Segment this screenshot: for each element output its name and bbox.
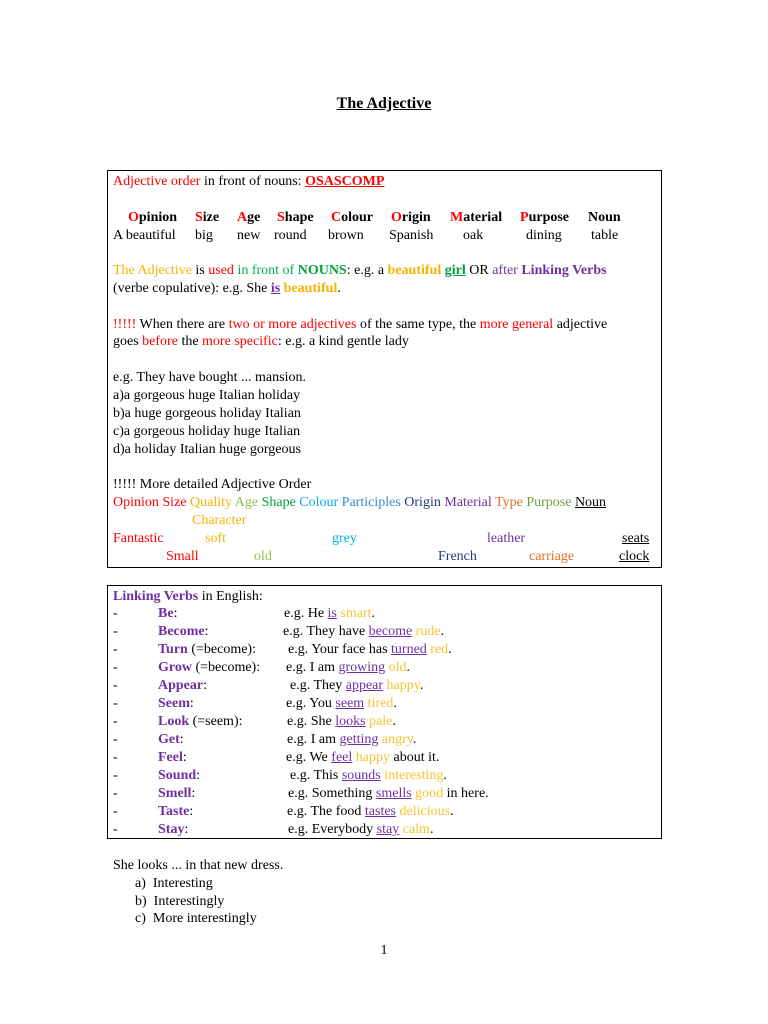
order-example-size: big bbox=[195, 228, 213, 243]
list-bullet: - bbox=[113, 660, 118, 675]
detailed-ex-leather: leather bbox=[487, 531, 526, 546]
detailed-ex-fantastic: Fantastic bbox=[113, 531, 164, 546]
linking-verb: Feel: bbox=[158, 750, 187, 765]
order-example-colour: brown bbox=[328, 228, 364, 243]
linking-verb: Get: bbox=[158, 732, 184, 747]
order-header-age: Age bbox=[237, 210, 261, 225]
linking-verb: Taste: bbox=[158, 804, 194, 819]
linking-verb-example: e.g. Everybody stay calm. bbox=[288, 822, 434, 837]
usage-line-1: The Adjective is used in front of NOUNS: e.g. a beautiful girl OR after Linking Verbs bbox=[113, 263, 607, 278]
linking-verb-example: e.g. The food tastes delicious. bbox=[287, 804, 454, 819]
exercise-option: a)a gorgeous huge Italian holiday bbox=[113, 388, 301, 403]
detailed-ex-french: French bbox=[438, 549, 477, 564]
order-header-noun: Noun bbox=[588, 210, 621, 225]
detailed-ex-carriage: carriage bbox=[529, 549, 575, 564]
linking-verbs-heading: Linking Verbs in English: bbox=[113, 589, 263, 604]
exercise-question: e.g. They have bought ... mansion. bbox=[113, 370, 306, 385]
linking-verb: Appear: bbox=[158, 678, 208, 693]
linking-verb: Be: bbox=[158, 606, 178, 621]
order-header-origin: Origin bbox=[391, 210, 431, 225]
linking-verb-example: e.g. Your face has turned red. bbox=[288, 642, 452, 657]
order-header-purpose: Purpose bbox=[520, 210, 570, 225]
order-header-size: Size bbox=[195, 210, 220, 225]
linking-verb-example: e.g. Something smells good in here. bbox=[288, 786, 489, 801]
exercise-option: b)a huge gorgeous holiday Italian bbox=[113, 406, 301, 421]
order-example-age: new bbox=[237, 228, 261, 243]
linking-verb: Look (=seem): bbox=[158, 714, 243, 729]
page-number: 1 bbox=[380, 943, 388, 958]
intro-line: Adjective order in front of nouns: OSASCOMP bbox=[113, 174, 385, 189]
linking-verb-example: e.g. You seem tired. bbox=[286, 696, 397, 711]
linking-verb: Become: bbox=[158, 624, 209, 639]
order-example-noun: table bbox=[591, 228, 619, 243]
list-bullet: - bbox=[113, 804, 118, 819]
exercise-option: d)a holiday Italian huge gorgeous bbox=[113, 442, 301, 457]
detailed-ex-clock: clock bbox=[619, 549, 650, 564]
usage-line-2: (verbe copulative): e.g. She is beautiful. bbox=[113, 281, 341, 296]
detailed-ex-old: old bbox=[254, 549, 272, 564]
order-example-purpose: dining bbox=[526, 228, 562, 243]
question-2: She looks ... in that new dress. bbox=[113, 858, 284, 873]
linking-verb: Grow (=become): bbox=[158, 660, 261, 675]
linking-verb: Seem: bbox=[158, 696, 194, 711]
question-2-option-a: a) Interesting bbox=[135, 876, 213, 891]
list-bullet: - bbox=[113, 714, 118, 729]
order-example-shape: round bbox=[274, 228, 307, 243]
detailed-order-headers: Opinion Size Quality Age Shape Colour Participles Origin Material Type Purpose Noun bbox=[113, 495, 607, 510]
order-header-material: Material bbox=[450, 210, 503, 225]
detailed-ex-seats: seats bbox=[622, 531, 650, 546]
linking-verb-example: e.g. I am getting angry. bbox=[287, 732, 417, 747]
order-header-colour: Colour bbox=[331, 210, 374, 225]
detailed-ex-small: Small bbox=[166, 549, 199, 564]
detailed-ex-soft: soft bbox=[205, 531, 226, 546]
list-bullet: - bbox=[113, 732, 118, 747]
linking-verb-example: e.g. He is smart. bbox=[284, 606, 375, 621]
question-2-option-b: b) Interestingly bbox=[135, 894, 225, 909]
list-bullet: - bbox=[113, 678, 118, 693]
linking-verb: Stay: bbox=[158, 822, 189, 837]
order-example-origin: Spanish bbox=[389, 228, 434, 243]
list-bullet: - bbox=[113, 786, 118, 801]
list-bullet: - bbox=[113, 606, 118, 621]
rule-line-1: !!!!! When there are two or more adjectives of the same type, the more general adjective bbox=[113, 317, 608, 332]
linking-verb-example: e.g. We feel happy about it. bbox=[286, 750, 440, 765]
list-bullet: - bbox=[113, 768, 118, 783]
linking-verb-example: e.g. She looks pale. bbox=[287, 714, 396, 729]
linking-verb: Smell: bbox=[158, 786, 196, 801]
order-header-opinion: Opinion bbox=[128, 210, 178, 225]
exercise-option: c)a gorgeous holiday huge Italian bbox=[113, 424, 301, 439]
linking-verb: Turn (=become): bbox=[158, 642, 256, 657]
list-bullet: - bbox=[113, 750, 118, 765]
list-bullet: - bbox=[113, 822, 118, 837]
linking-verb: Sound: bbox=[158, 768, 201, 783]
order-header-shape: Shape bbox=[277, 210, 314, 225]
order-example-material: oak bbox=[463, 228, 484, 243]
linking-verb-example: e.g. This sounds interesting. bbox=[290, 768, 447, 783]
page-title: The Adjective bbox=[336, 95, 432, 112]
rule-line-2: goes before the more specific: e.g. a kind gentle lady bbox=[113, 334, 409, 349]
detailed-order-title: !!!!! More detailed Adjective Order bbox=[113, 477, 312, 492]
list-bullet: - bbox=[113, 624, 118, 639]
list-bullet: - bbox=[113, 696, 118, 711]
order-example-opinion: A beautiful bbox=[113, 228, 176, 243]
question-2-option-c: c) More interestingly bbox=[135, 911, 257, 926]
list-bullet: - bbox=[113, 642, 118, 657]
linking-verb-example: e.g. They have become rude. bbox=[283, 624, 445, 639]
linking-verb-example: e.g. They appear happy. bbox=[290, 678, 424, 693]
linking-verb-example: e.g. I am growing old. bbox=[286, 660, 411, 675]
detailed-ex-grey: grey bbox=[332, 531, 357, 546]
detailed-character: Character bbox=[192, 513, 247, 528]
